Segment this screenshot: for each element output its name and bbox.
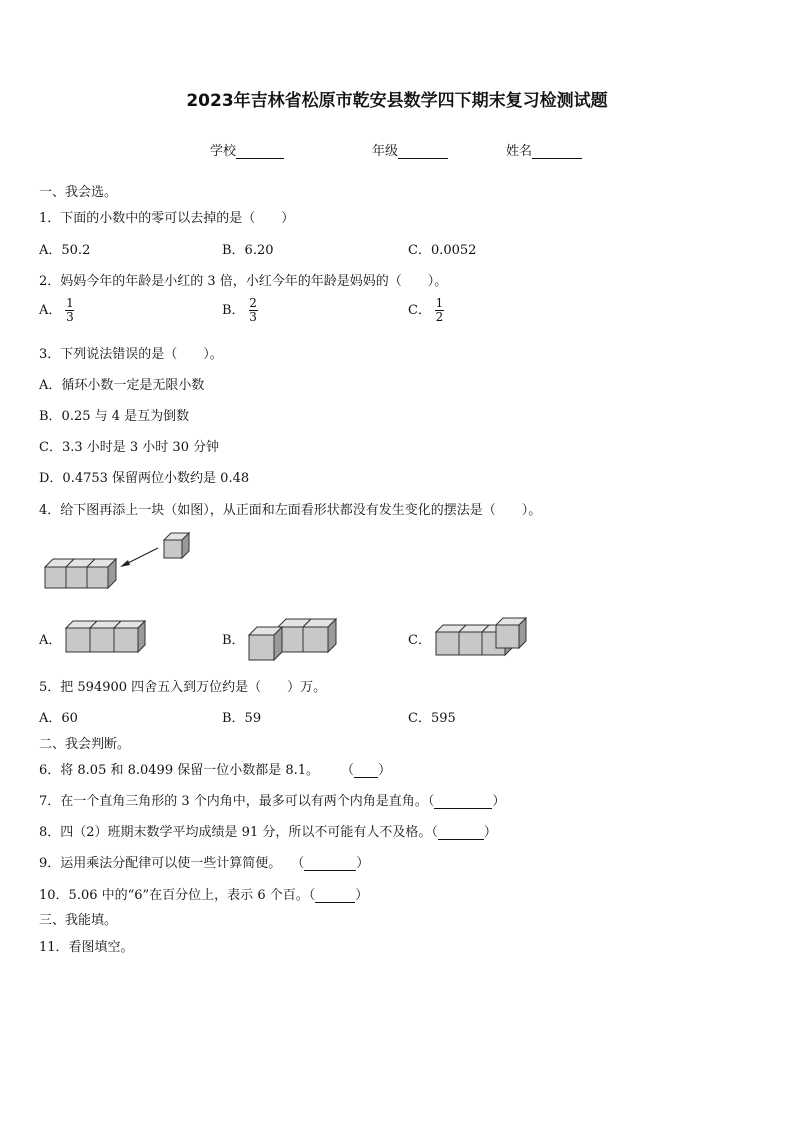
cube-front-face — [496, 625, 519, 648]
question-5-stem: 5．把 594900 四舍五入到万位约是（ ）万。 — [39, 680, 327, 695]
paren-open: （ — [308, 888, 316, 903]
section-heading-1: 一、我会选。 — [39, 185, 118, 200]
q3-option-b[interactable]: B．0.25 与 4 是互为倒数 — [39, 409, 190, 424]
fraction-denominator: 3 — [66, 310, 74, 324]
extra-cube — [164, 533, 189, 558]
q2-option-c-fraction — [435, 297, 444, 324]
q4-option-a-figure[interactable] — [63, 617, 153, 657]
cube-front-face — [90, 628, 114, 652]
page-title: 2023年吉林省松原市乾安县数学四下期末复习检测试题 — [186, 91, 608, 111]
q1-option-c[interactable]: C．0.0052 — [408, 243, 477, 258]
question-10-text: 10．5.06 中的“6”在百分位上，表示 6 个百。 — [39, 888, 309, 903]
fraction-numerator: 1 — [435, 296, 444, 310]
q2-option-a[interactable] — [39, 297, 74, 324]
cube-front-face — [114, 628, 138, 652]
q2-option-b-label: B． — [222, 303, 245, 318]
section-heading-2: 二、我会判断。 — [39, 737, 131, 752]
q7-answer-blank[interactable] — [434, 795, 492, 809]
question-2-stem: 2．妈妈今年的年龄是小红的 3 倍，小红今年的年龄是妈妈的（ ）。 — [39, 274, 448, 289]
q1-option-b[interactable]: B．6.20 — [222, 243, 274, 258]
paren-close: ） — [483, 825, 497, 840]
q4-option-a-label[interactable]: A． — [39, 633, 62, 648]
option-b-front-cube — [249, 627, 282, 660]
q9-answer-blank[interactable] — [304, 857, 356, 871]
grade-field — [372, 140, 448, 159]
cube-front-face — [249, 635, 274, 660]
question-8 — [39, 821, 497, 840]
base-three-cubes — [45, 559, 116, 588]
paren-open: （ — [291, 856, 305, 871]
question-9 — [39, 852, 369, 871]
q5-option-c[interactable]: C．595 — [408, 711, 456, 726]
paren-close: ） — [356, 856, 370, 871]
q5-option-b[interactable]: B．59 — [222, 711, 262, 726]
q3-option-a[interactable]: A．循环小数一定是无限小数 — [39, 378, 205, 393]
option-a-cubes — [66, 621, 145, 652]
q2-option-a-fraction — [65, 297, 74, 324]
q3-option-d[interactable]: D．0.4753 保留两位小数约是 0.48 — [39, 471, 250, 486]
question-10 — [39, 884, 368, 903]
question-6 — [39, 759, 391, 778]
q4-option-b-label[interactable]: B． — [222, 633, 245, 648]
fraction-denominator: 2 — [435, 310, 444, 324]
cube-front-face — [66, 567, 87, 588]
q4-option-c-figure[interactable] — [433, 618, 533, 660]
question-11-stem: 11．看图填空。 — [39, 940, 134, 955]
fraction-denominator: 3 — [249, 310, 257, 324]
option-b-back-cubes — [278, 619, 336, 652]
q4-base-figure — [40, 532, 200, 596]
q1-option-a[interactable]: A．50.2 — [39, 243, 91, 258]
q4-option-c-label[interactable]: C． — [408, 633, 431, 648]
q2-option-a-label: A． — [39, 303, 62, 318]
question-9-text: 9．运用乘法分配律可以使一些计算简便。 — [39, 856, 282, 871]
q4-option-b-figure[interactable] — [246, 616, 346, 666]
q2-option-b[interactable] — [222, 297, 258, 324]
paren-open: （ — [341, 763, 355, 778]
cube-front-face — [303, 627, 328, 652]
q2-option-b-fraction — [249, 297, 258, 324]
grade-label: 年级 — [372, 144, 399, 159]
q10-answer-blank[interactable] — [315, 889, 355, 903]
q5-option-a[interactable]: A．60 — [39, 711, 78, 726]
paren-close: ） — [492, 794, 506, 809]
q2-option-c[interactable] — [408, 297, 444, 324]
question-7-text: 7．在一个直角三角形的 3 个内角中，最多可以有两个内角是直角。 — [39, 794, 428, 809]
name-label: 姓名 — [506, 144, 533, 159]
fraction-numerator: 2 — [249, 296, 257, 310]
option-c-back-cube — [496, 618, 526, 648]
q2-option-c-label: C． — [408, 303, 431, 318]
cube-front-face — [66, 628, 90, 652]
q6-answer-blank[interactable] — [354, 764, 378, 778]
school-label: 学校 — [210, 144, 237, 159]
paren-close: ） — [378, 763, 392, 778]
question-8-text: 8．四（2）班期末数学平均成绩是 91 分，所以不可能有人不及格。 — [39, 825, 432, 840]
grade-blank[interactable] — [398, 144, 448, 159]
fraction-numerator: 1 — [66, 296, 74, 310]
school-field — [210, 140, 284, 159]
cube-front-face — [436, 632, 459, 655]
school-blank[interactable] — [236, 144, 284, 159]
question-6-text: 6．将 8.05 和 8.0499 保留一位小数都是 8.1。 — [39, 763, 320, 778]
paren-open: （ — [431, 825, 438, 840]
question-7 — [39, 790, 505, 809]
q3-option-c[interactable]: C．3.3 小时是 3 小时 30 分钟 — [39, 440, 220, 455]
question-3-stem: 3．下列说法错误的是（ ）。 — [39, 347, 223, 362]
arrow-head-icon — [120, 560, 130, 567]
cube-front-face — [45, 567, 66, 588]
paren-close: ） — [355, 888, 369, 903]
paren-open: （ — [427, 794, 435, 809]
cube-front-face — [164, 540, 182, 558]
q8-answer-blank[interactable] — [438, 826, 484, 840]
cube-front-face — [459, 632, 482, 655]
question-1-stem: 1．下面的小数中的零可以去掉的是（ ） — [39, 211, 295, 226]
cube-front-face — [87, 567, 108, 588]
name-field — [506, 140, 582, 159]
name-blank[interactable] — [532, 144, 582, 159]
question-4-stem: 4．给下图再添上一块（如图），从正面和左面看形状都没有发生变化的摆法是（ ）。 — [39, 503, 542, 518]
section-heading-3: 三、我能填。 — [39, 913, 118, 928]
